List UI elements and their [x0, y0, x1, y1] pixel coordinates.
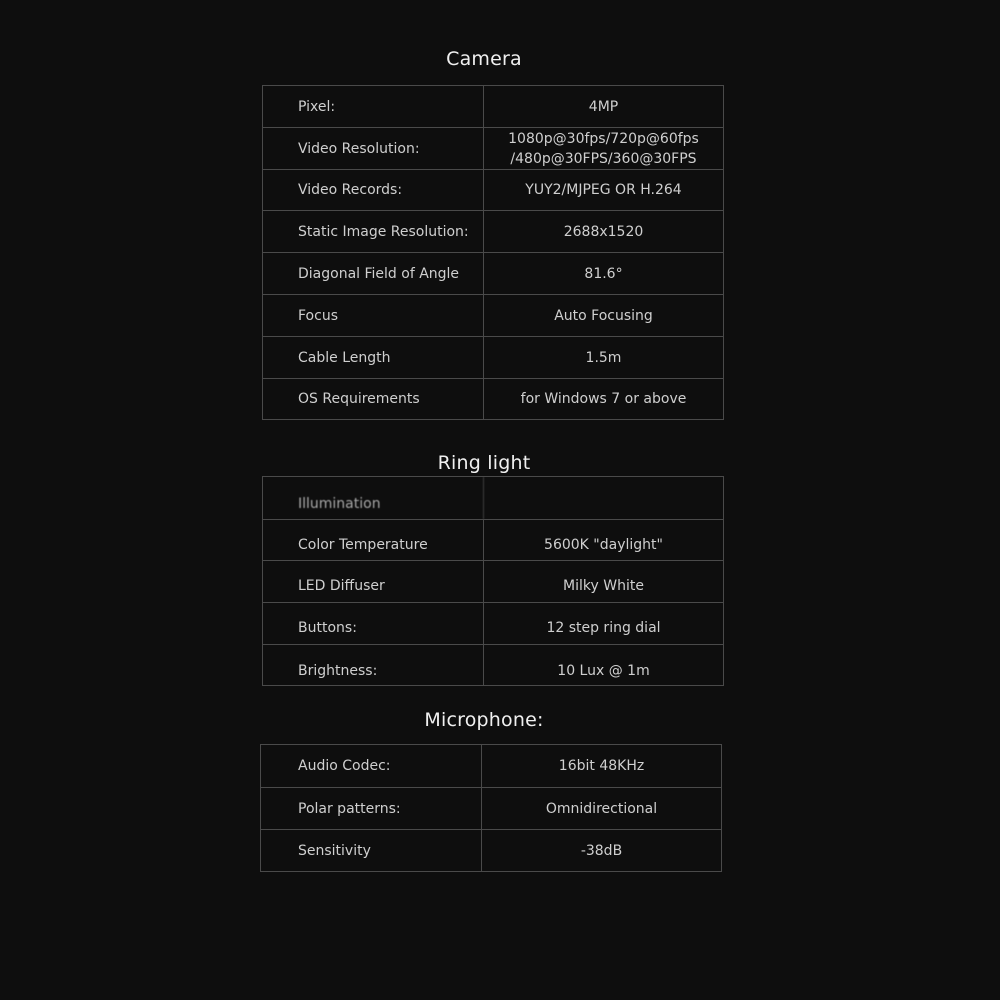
table-row [263, 127, 723, 169]
table-row [261, 787, 721, 829]
spec-value: Auto Focusing [554, 307, 653, 324]
table-row [263, 169, 723, 210]
spec-label: Video Records: [263, 170, 484, 210]
spec-label: LED Diffuser [263, 561, 484, 602]
spec-label: Buttons: [263, 603, 484, 644]
table-row [263, 294, 723, 336]
spec-value: 10 Lux @ 1m [557, 663, 650, 679]
table-row [263, 86, 723, 127]
table-row [263, 477, 723, 519]
table-row [261, 745, 721, 787]
table-row [263, 644, 723, 685]
spec-value: Milky White [563, 577, 644, 594]
table-row [263, 602, 723, 644]
spec-value: -38dB [580, 842, 623, 859]
ring-light-section-title: Ring light [437, 452, 531, 474]
spec-value [484, 477, 723, 519]
table-row [263, 560, 723, 602]
spec-label: Sensitivity [261, 830, 482, 871]
spec-label: Video Resolution: [263, 128, 484, 169]
spec-label: Diagonal Field of Angle [263, 253, 484, 294]
spec-value: for Windows 7 or above [520, 391, 687, 407]
camera-section-title: Camera [446, 48, 522, 70]
spec-value: 12 step ring dial [546, 619, 661, 636]
spec-label: Static Image Resolution: [263, 211, 484, 252]
spec-value: 16bit 48KHz [558, 758, 645, 774]
spec-label: Cable Length [263, 337, 484, 378]
table-row [263, 210, 723, 252]
microphone-section-title: Microphone: [424, 709, 544, 731]
spec-label: Pixel: [263, 86, 484, 127]
spec-value: 81.6° [584, 265, 623, 282]
spec-value: 1080p@30fps/720p@60fps /480p@30FPS/360@30FPS [508, 130, 699, 167]
spec-value: Omnidirectional [545, 800, 658, 817]
spec-label: Brightness: [263, 645, 484, 685]
spec-value: YUY2/MJPEG OR H.264 [525, 182, 682, 198]
table-row [263, 378, 723, 419]
spec-value: 5600K "daylight" [544, 537, 663, 553]
spec-label: OS Requirements [263, 379, 484, 419]
table-row [261, 829, 721, 871]
spec-value: 2688x1520 [563, 223, 644, 240]
ring-light-spec-table [262, 476, 724, 686]
spec-label: Focus [263, 295, 484, 336]
spec-label: Audio Codec: [261, 745, 482, 787]
spec-label: Illumination [263, 477, 484, 519]
table-row [263, 336, 723, 378]
spec-value: 1.5m [585, 349, 622, 366]
camera-spec-table [262, 85, 724, 420]
spec-value: 4MP [588, 98, 619, 115]
table-row [263, 252, 723, 294]
table-row [263, 519, 723, 560]
microphone-spec-table [260, 744, 722, 872]
spec-label: Polar patterns: [261, 788, 482, 829]
spec-label: Color Temperature [263, 520, 484, 560]
